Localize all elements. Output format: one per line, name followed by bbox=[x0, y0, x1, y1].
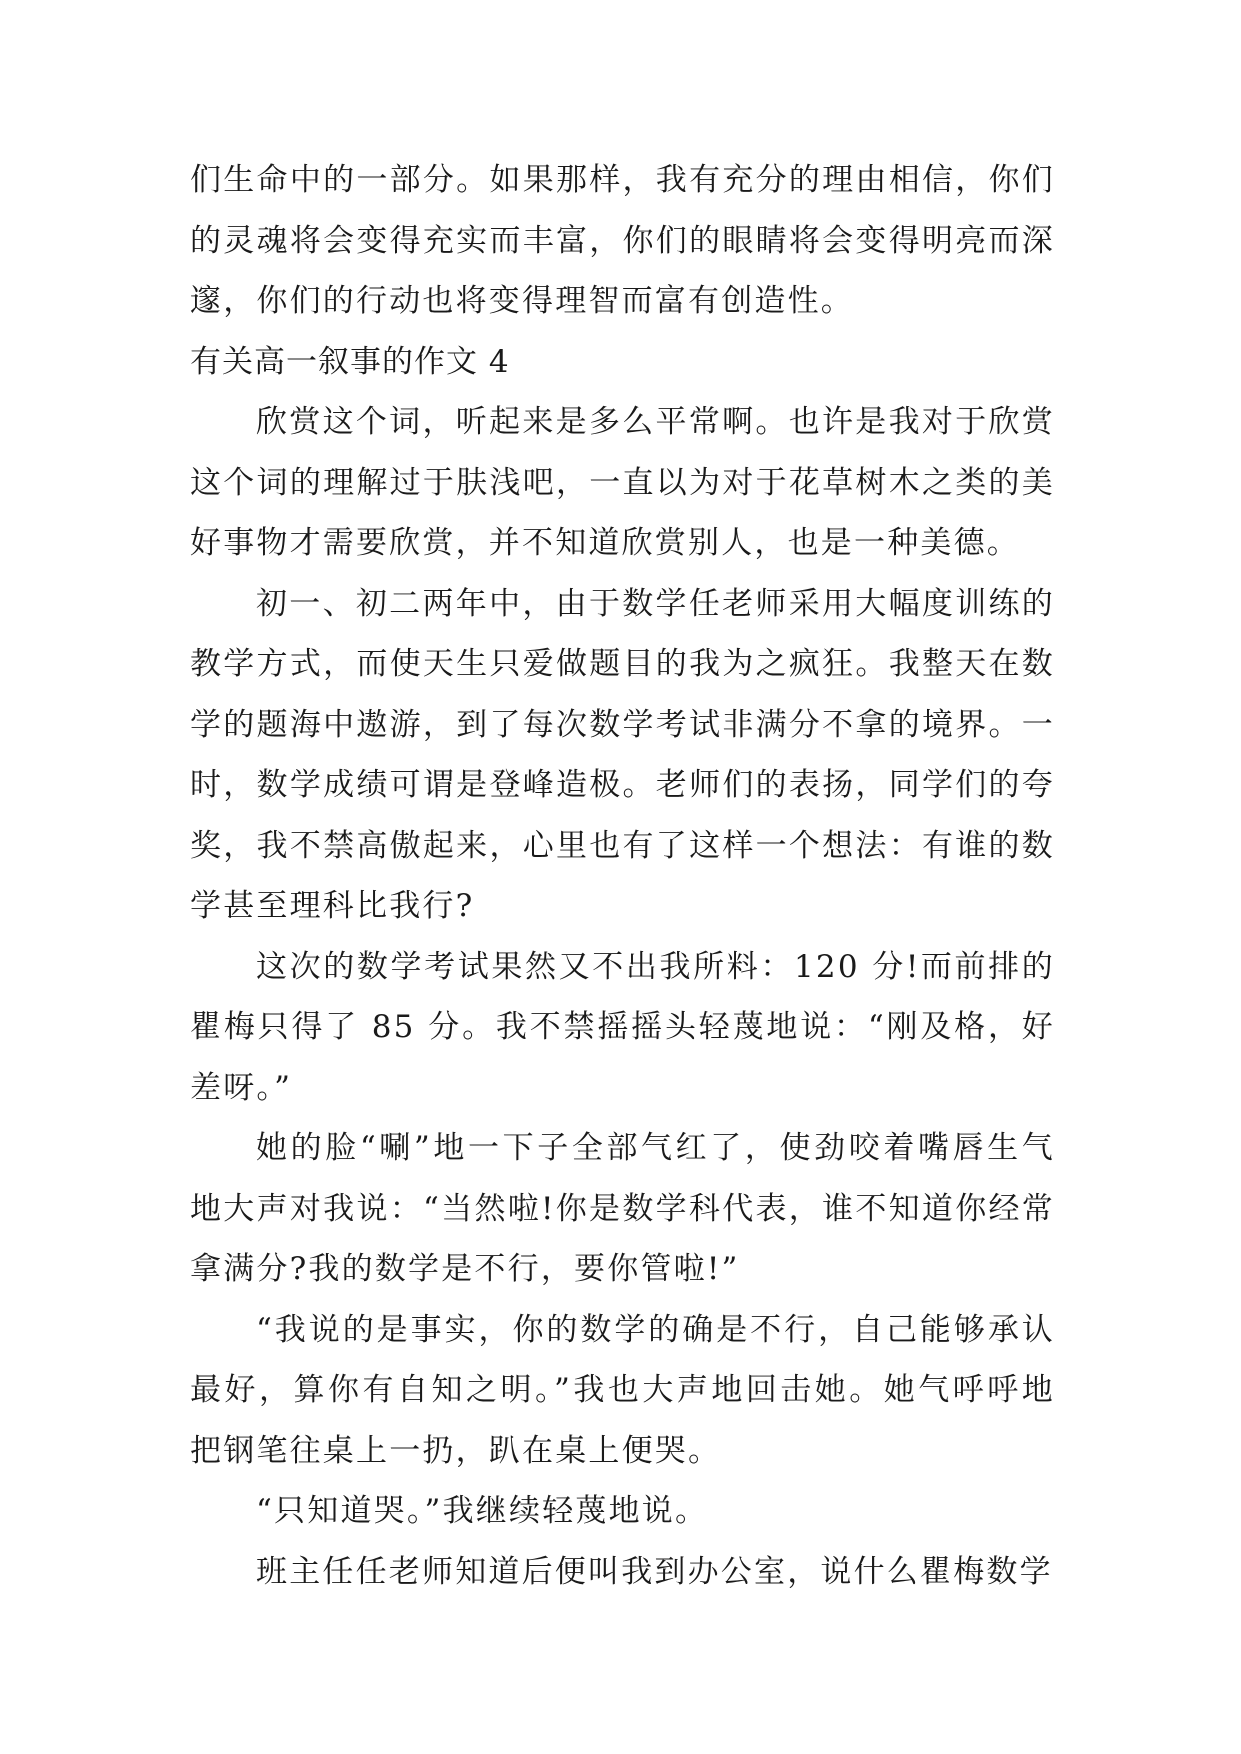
paragraph-4: 她的脸“唰”地一下子全部气红了，使劲咬着嘴唇生气地大声对我说：“当然啦!你是数学科代表，谁不知道你经常拿满分?我的数学是不行，要你管啦!” bbox=[190, 1130, 1055, 1287]
paragraph-1: 欣赏这个词，听起来是多么平常啊。也许是我对于欣赏这个词的理解过于肤浅吧，一直以为对于花草树木之类的美好事物才需要欣赏，并不知道欣赏别人，也是一种美德。 bbox=[190, 404, 1055, 561]
paragraph-2: 初一、初二两年中，由于数学任老师采用大幅度训练的教学方式，而使天生只爱做题目的我为之疯狂。我整天在数学的题海中遨游，到了每次数学考试非满分不拿的境界。一时，数学成绩可谓是登峰造极。老师们的表扬，同学们的夸奖，我不禁高傲起来，心里也有了这样一个想法：有谁的数学甚至理科比我行? bbox=[190, 585, 1055, 924]
document-body bbox=[190, 150, 1055, 1602]
essay-heading: 有关高一叙事的作文 4 bbox=[190, 343, 510, 380]
continuation-paragraph: 们生命中的一部分。如果那样，我有充分的理由相信，你们的灵魂将会变得充实而丰富，你们的眼睛将会变得明亮而深邃，你们的行动也将变得理智而富有创造性。 bbox=[190, 162, 1055, 319]
paragraph-3: 这次的数学考试果然又不出我所料：120 分!而前排的瞿梅只得了 85 分。我不禁摇摇头轻蔑地说：“刚及格，好差呀。” bbox=[190, 948, 1055, 1106]
paragraph-6: “只知道哭。”我继续轻蔑地说。 bbox=[256, 1493, 709, 1529]
paragraph-7: 班主任任老师知道后便叫我到办公室，说什么瞿梅数学 bbox=[256, 1553, 1053, 1590]
paragraph-5: “我说的是事实，你的数学的确是不行，自己能够承认最好，算你有自知之明。”我也大声地回击她。她气呼呼地把钢笔往桌上一扔，趴在桌上便哭。 bbox=[190, 1311, 1055, 1469]
